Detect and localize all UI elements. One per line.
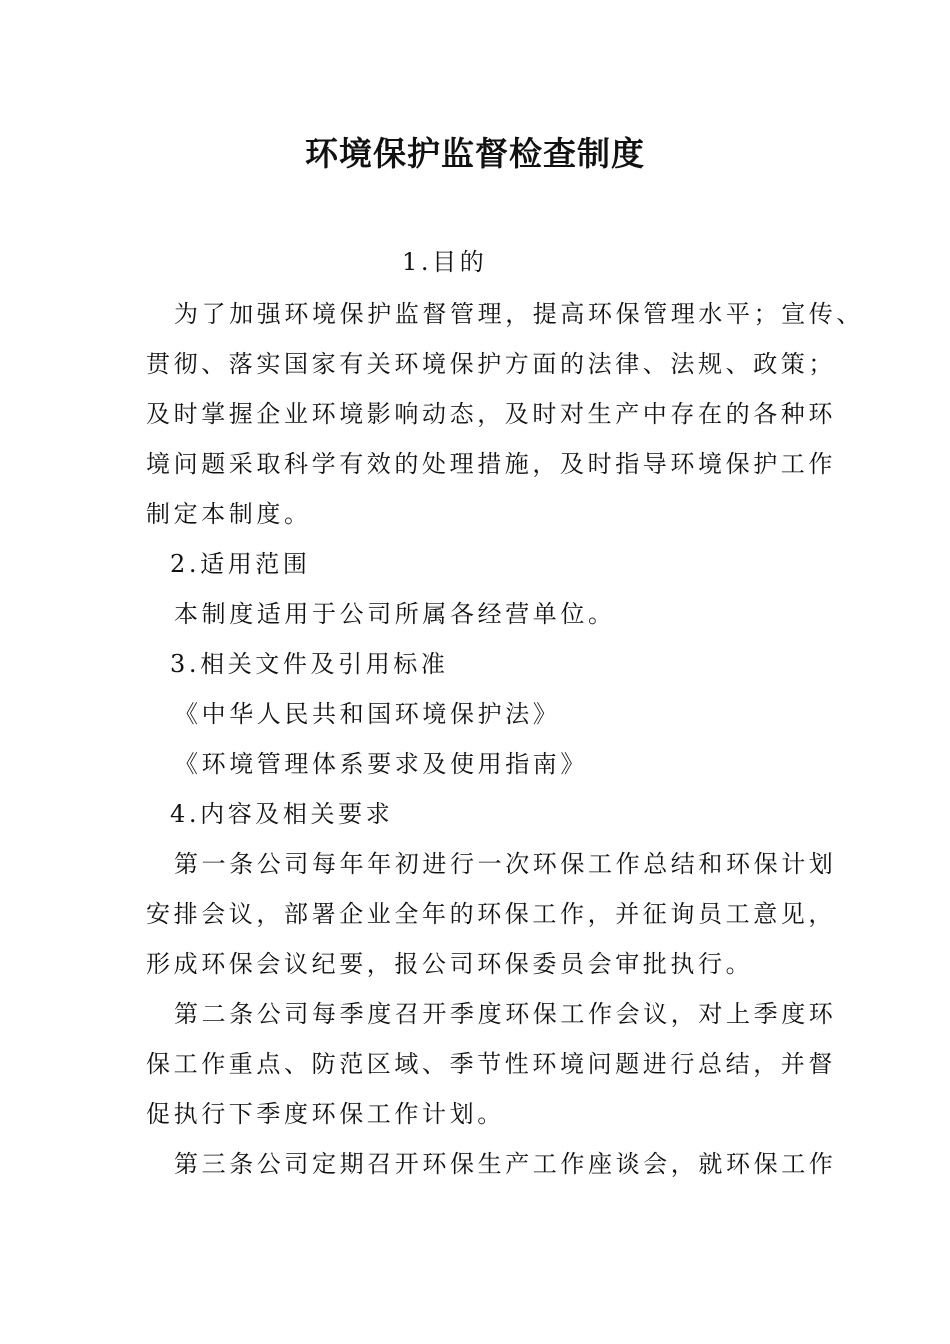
paragraph-line: 安排会议，部署企业全年的环保工作，并征询员工意见， xyxy=(146,900,836,928)
section-heading-purpose: 1.目的 xyxy=(402,248,488,276)
section-heading-content: 4.内容及相关要求 xyxy=(170,800,394,828)
section-heading-scope: 2.适用范围 xyxy=(170,550,311,578)
paragraph-line: 第二条公司每季度召开季度环保工作会议，对上季度环 xyxy=(174,1000,837,1028)
reference-item: 《环境管理体系要求及使用指南》 xyxy=(174,750,588,778)
document-title: 环境保护监督检查制度 xyxy=(305,134,645,173)
section-heading-references: 3.相关文件及引用标准 xyxy=(170,650,449,678)
paragraph-line: 制定本制度。 xyxy=(146,500,312,528)
paragraph-line: 为了加强环境保护监督管理，提高环保管理水平；宣传、 xyxy=(174,300,864,328)
paragraph-line: 促执行下季度环保工作计划。 xyxy=(146,1100,505,1128)
paragraph-line: 保工作重点、防范区域、季节性环境问题进行总结，并督 xyxy=(146,1050,836,1078)
paragraph-line: 第一条公司每年年初进行一次环保工作总结和环保计划 xyxy=(174,850,837,878)
paragraph-line: 第三条公司定期召开环保生产工作座谈会，就环保工作 xyxy=(174,1150,837,1178)
paragraph-line: 及时掌握企业环境影响动态，及时对生产中存在的各种环 xyxy=(146,400,836,428)
reference-item: 《中华人民共和国环境保护法》 xyxy=(174,700,561,728)
paragraph-line: 境问题采取科学有效的处理措施，及时指导环境保护工作 xyxy=(146,450,836,478)
paragraph-line: 形成环保会议纪要，报公司环保委员会审批执行。 xyxy=(146,950,754,978)
paragraph-line: 贯彻、落实国家有关环境保护方面的法律、法规、政策； xyxy=(146,350,836,378)
paragraph-line: 本制度适用于公司所属各经营单位。 xyxy=(174,600,616,628)
